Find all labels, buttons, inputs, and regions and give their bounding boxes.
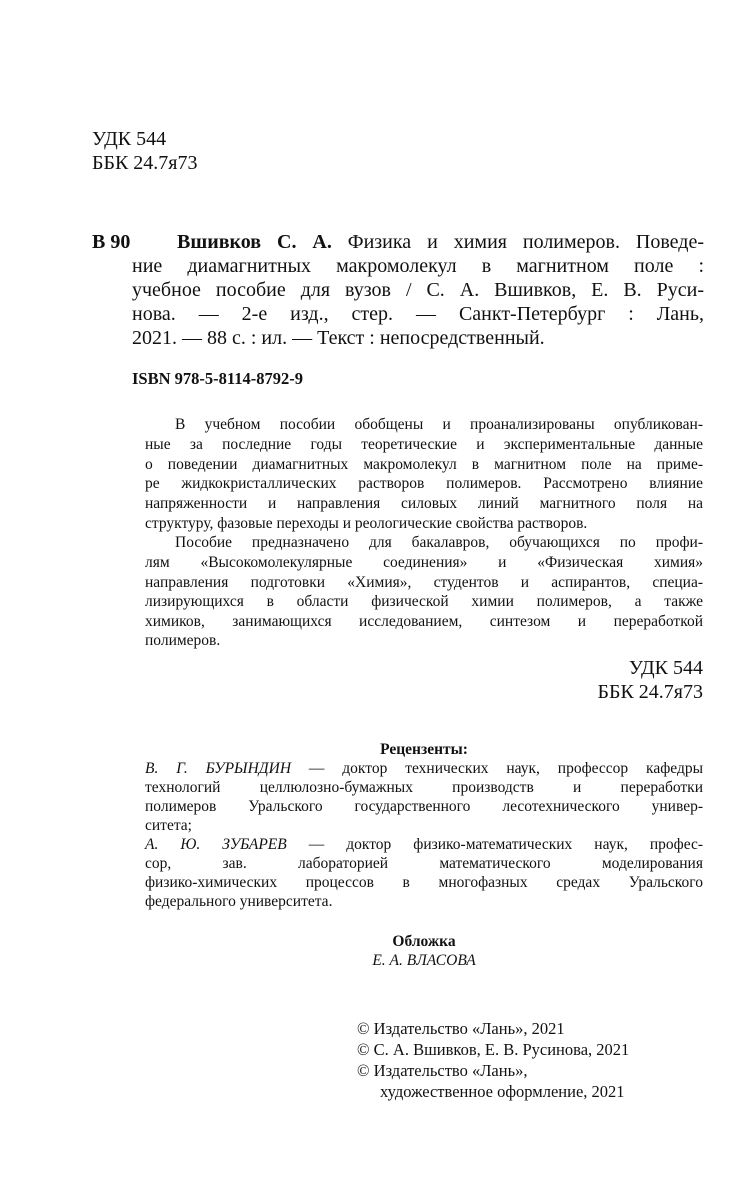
biblio-line: Вшивков С. А. Физика и химия полимеров. Поведе- [177, 231, 705, 253]
bbk-code: ББК 24.7я73 [92, 152, 198, 174]
reviewers-heading: Рецензенты: [380, 741, 468, 758]
udk-code: УДК 544 [92, 128, 167, 150]
isbn: ISBN 978-5-8114-8792-9 [132, 369, 303, 388]
biblio-line: ние диамагнитных макромолекул в магнитном поле : [132, 255, 704, 277]
biblio-line: нова. — 2-е изд., стер. — Санкт-Петербург : Лань, [132, 303, 704, 325]
biblio-line: 2021. — 88 с. : ил. — Текст : непосредственный. [132, 327, 545, 349]
bbk-code-bottom: ББК 24.7я73 [597, 681, 703, 703]
biblio-line: учебное пособие для вузов / С. А. Вшивков, Е. В. Руси- [132, 279, 704, 301]
udk-code-bottom: УДК 544 [628, 657, 703, 679]
author-sign: В 90 [92, 231, 131, 253]
reviewer-name: В. Г. БУРЫНДИН [145, 760, 292, 777]
reviewer-name: А. Ю. ЗУБАРЕВ [145, 836, 287, 853]
biblio-author: Вшивков С. А. [177, 231, 332, 253]
cover-designer: Е. А. ВЛАСОВА [372, 952, 476, 969]
cover-heading: Обложка [392, 933, 456, 950]
